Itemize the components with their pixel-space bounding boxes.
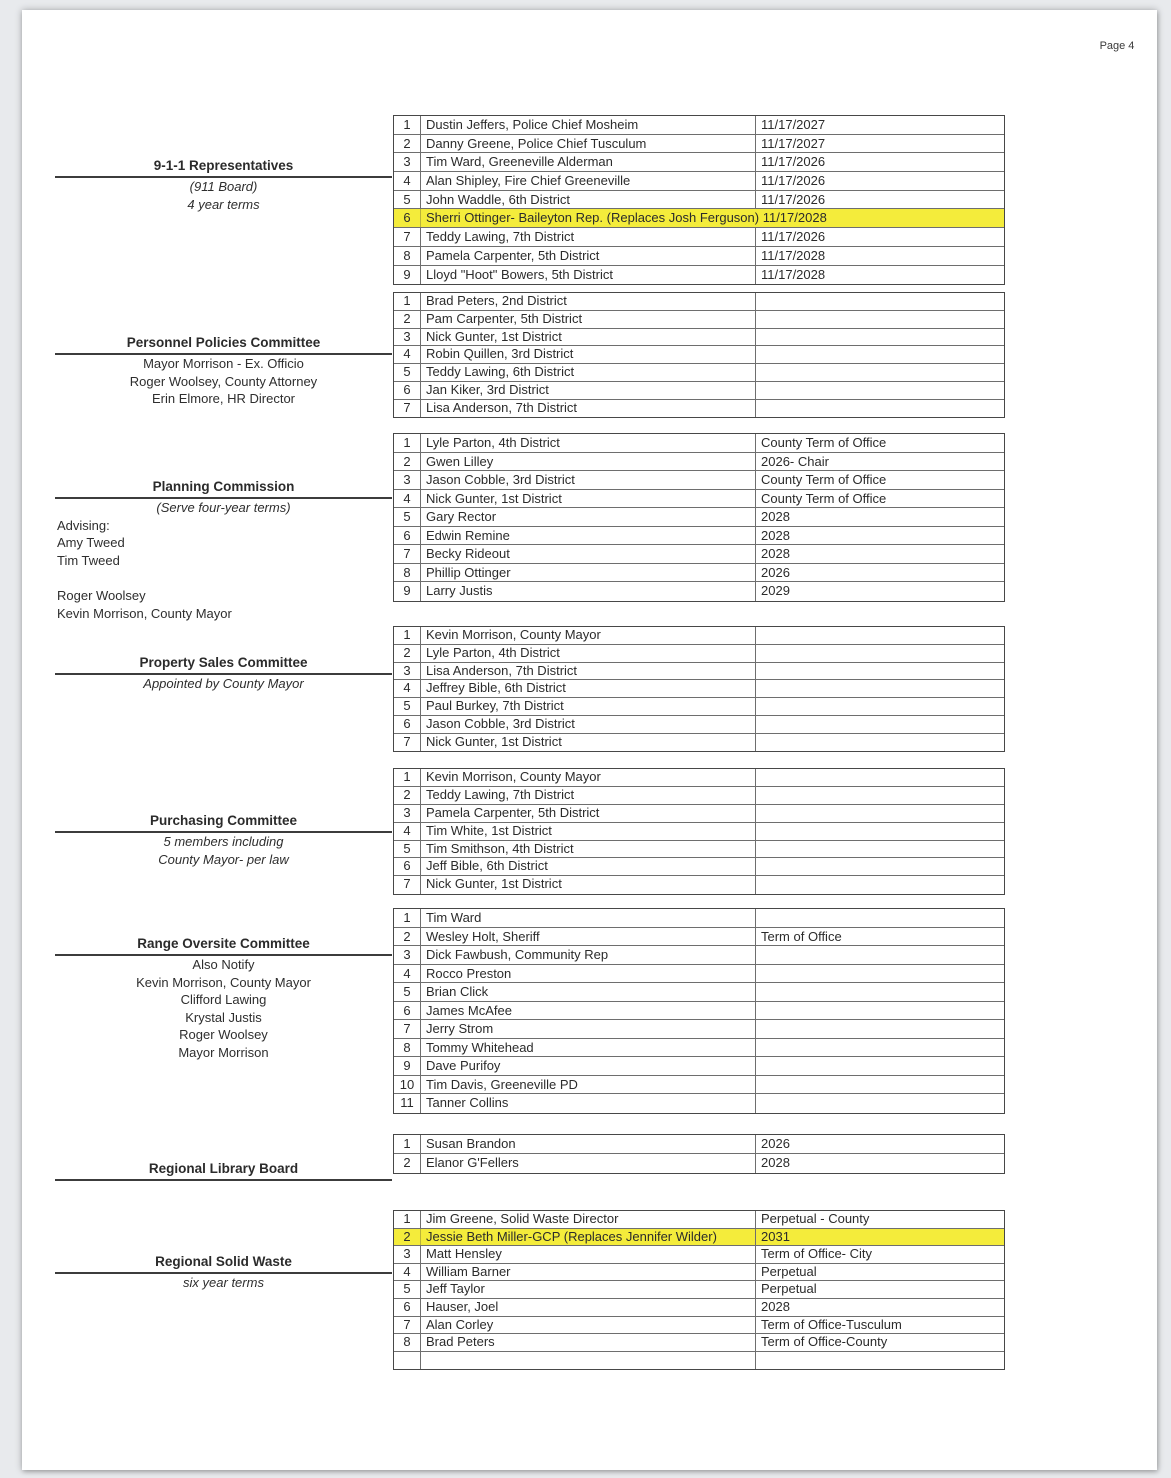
row-number-cell: 6 — [394, 527, 421, 545]
member-name-cell: Tim White, 1st District — [421, 823, 756, 840]
term-cell — [756, 329, 1004, 346]
term-cell — [756, 698, 1004, 715]
table-row — [394, 582, 1004, 601]
row-number-cell: 7 — [394, 1317, 421, 1334]
section-title: Planning Commission — [55, 479, 392, 499]
table-row — [394, 228, 1004, 247]
term-cell — [756, 858, 1004, 875]
term-cell — [756, 645, 1004, 662]
row-number-cell: 1 — [394, 909, 421, 927]
member-name-cell: Brad Peters — [421, 1334, 756, 1351]
term-cell: Perpetual — [761, 1281, 817, 1297]
members-table — [393, 768, 1005, 895]
member-name-cell: Jessie Beth Miller-GCP (Replaces Jennifer Wilder) — [421, 1229, 756, 1246]
table-row — [394, 946, 1004, 965]
table-row — [394, 716, 1004, 734]
term-cell: 2028 — [761, 546, 790, 562]
row-number-cell: 3 — [394, 1246, 421, 1263]
row-number-cell: 1 — [394, 1211, 421, 1228]
table-row — [394, 645, 1004, 663]
term-cell — [756, 346, 1004, 363]
section-note: (911 Board) — [189, 179, 258, 194]
section-note: Erin Elmore, HR Director — [151, 391, 296, 406]
row-number-cell: 1 — [394, 434, 421, 452]
term-cell — [756, 946, 1004, 964]
member-name-cell: Paul Burkey, 7th District — [421, 698, 756, 715]
section-note: Tim Tweed — [57, 552, 120, 568]
table-row — [394, 191, 1004, 210]
table-row — [394, 805, 1004, 823]
member-name-cell: Kevin Morrison, County Mayor — [421, 769, 756, 786]
section-note: Roger Woolsey, County Attorney — [129, 373, 318, 389]
member-name-cell: Pamela Carpenter, 5th District — [421, 247, 756, 265]
table-row — [394, 527, 1004, 546]
term-cell — [756, 311, 1004, 328]
section-note: 5 members including — [163, 834, 284, 849]
section-title: Property Sales Committee — [55, 655, 392, 675]
table-row — [394, 680, 1004, 698]
table-row — [394, 1264, 1004, 1282]
member-name-cell: Kevin Morrison, County Mayor — [421, 627, 756, 644]
row-number-cell: 8 — [394, 564, 421, 582]
term-cell — [756, 876, 1004, 894]
table-row — [394, 1317, 1004, 1335]
row-number-cell: 3 — [394, 663, 421, 680]
table-row — [394, 1039, 1004, 1058]
member-name-cell: Pamela Carpenter, 5th District — [421, 805, 756, 822]
section-note: Also Notify — [192, 957, 255, 972]
member-name-cell: Gary Rector — [421, 508, 756, 526]
member-name-cell: Lisa Anderson, 7th District — [421, 663, 756, 680]
section-note: Amy Tweed — [57, 535, 125, 550]
term-cell: County Term of Office — [761, 435, 887, 450]
section-note: Mayor Morrison — [178, 1044, 269, 1060]
member-name-cell: John Waddle, 6th District — [421, 191, 756, 209]
member-name-cell: Tim Smithson, 4th District — [421, 841, 756, 858]
table-row — [394, 1299, 1004, 1317]
member-name-cell: Dustin Jeffers, Police Chief Mosheim — [421, 116, 756, 134]
section-note: Krystal Justis — [185, 1009, 262, 1025]
member-name-cell — [421, 1352, 756, 1370]
table-row — [394, 400, 1004, 418]
section-label-block — [55, 158, 392, 213]
term-cell: 2029 — [761, 583, 790, 599]
member-name-cell: Hauser, Joel — [421, 1299, 756, 1316]
members-table — [393, 115, 1005, 285]
term-cell: Term of Office — [761, 928, 842, 944]
members-table — [393, 908, 1005, 1114]
table-row — [394, 293, 1004, 311]
section-label-block — [55, 936, 392, 1061]
section-title: 9-1-1 Representatives — [55, 158, 392, 178]
table-row — [394, 1094, 1004, 1113]
term-cell — [756, 769, 1004, 786]
member-name-cell: Brad Peters, 2nd District — [421, 293, 756, 310]
table-row — [394, 858, 1004, 876]
term-cell — [756, 909, 1004, 927]
term-cell — [756, 841, 1004, 858]
row-number-cell: 4 — [394, 1264, 421, 1281]
row-number-cell: 2 — [394, 1229, 421, 1246]
row-number-cell: 11 — [394, 1094, 421, 1113]
table-row — [394, 116, 1004, 135]
table-row — [394, 209, 1004, 228]
row-number-cell: 5 — [394, 698, 421, 715]
row-number-cell: 3 — [394, 329, 421, 346]
table-row — [394, 627, 1004, 645]
section-title: Range Oversite Committee — [55, 936, 392, 956]
member-name-cell: Susan Brandon — [421, 1135, 756, 1153]
member-name-cell: Tim Ward — [421, 909, 756, 927]
term-cell: 2026 — [761, 1136, 790, 1151]
member-name-cell: Rocco Preston — [421, 965, 756, 983]
table-row — [394, 364, 1004, 382]
row-number-cell: 3 — [394, 805, 421, 822]
member-name-cell: Alan Corley — [421, 1317, 756, 1334]
member-name-cell: Nick Gunter, 1st District — [421, 734, 756, 752]
row-number-cell: 4 — [394, 346, 421, 363]
member-name-cell: Jason Cobble, 3rd District — [421, 716, 756, 733]
table-row — [394, 1334, 1004, 1352]
table-row — [394, 1057, 1004, 1076]
member-name-cell: Dave Purifoy — [421, 1057, 756, 1075]
row-number-cell: 2 — [394, 311, 421, 328]
row-number-cell: 5 — [394, 983, 421, 1001]
section-note: Roger Woolsey — [57, 588, 146, 603]
member-name-cell: Lloyd "Hoot" Bowers, 5th District — [421, 266, 756, 285]
term-cell — [756, 663, 1004, 680]
row-number-cell: 6 — [394, 858, 421, 875]
row-number-cell: 1 — [394, 1135, 421, 1153]
row-number-cell: 1 — [394, 116, 421, 134]
table-row — [394, 965, 1004, 984]
member-name-cell: James McAfee — [421, 1002, 756, 1020]
term-cell — [756, 1020, 1004, 1038]
row-number-cell: 5 — [394, 191, 421, 209]
row-number-cell: 3 — [394, 471, 421, 489]
term-cell — [756, 400, 1004, 418]
members-table — [393, 1210, 1005, 1370]
section-note: Mayor Morrison - Ex. Officio — [143, 356, 304, 371]
section-note: Clifford Lawing — [180, 992, 267, 1007]
term-cell — [756, 716, 1004, 733]
table-row — [394, 787, 1004, 805]
row-number-cell — [394, 1352, 421, 1370]
section-note: Kevin Morrison, County Mayor — [136, 974, 311, 990]
member-name-cell: Edwin Remine — [421, 527, 756, 545]
term-cell — [756, 983, 1004, 1001]
term-cell: 11/17/2028 — [761, 266, 826, 282]
table-row — [394, 734, 1004, 752]
row-number-cell: 9 — [394, 582, 421, 601]
member-name-cell: Lisa Anderson, 7th District — [421, 400, 756, 418]
term-cell: 2031 — [756, 1229, 1004, 1246]
row-number-cell: 7 — [394, 400, 421, 418]
term-cell — [756, 627, 1004, 644]
table-row — [394, 1002, 1004, 1021]
member-name-cell: Nick Gunter, 1st District — [421, 876, 756, 894]
section-note: (Serve four-year terms) — [156, 500, 291, 515]
term-cell: 11/17/2026 — [761, 154, 826, 170]
row-number-cell: 6 — [394, 1002, 421, 1020]
section-note: Advising: — [57, 517, 110, 533]
term-cell — [756, 787, 1004, 804]
row-number-cell: 10 — [394, 1076, 421, 1094]
member-name-cell: Teddy Lawing, 7th District — [421, 228, 756, 246]
row-number-cell: 3 — [394, 153, 421, 171]
member-name-cell: Jeff Taylor — [421, 1281, 756, 1298]
term-cell — [756, 1076, 1004, 1094]
table-row — [394, 1135, 1004, 1154]
term-cell — [756, 293, 1004, 310]
document-page — [22, 10, 1157, 1470]
row-number-cell: 2 — [394, 787, 421, 804]
member-name-cell: Pam Carpenter, 5th District — [421, 311, 756, 328]
member-name-cell: Danny Greene, Police Chief Tusculum — [421, 135, 756, 153]
member-name-cell: Larry Justis — [421, 582, 756, 601]
member-name-cell: Matt Hensley — [421, 1246, 756, 1263]
section-note: County Mayor- per law — [158, 851, 289, 867]
table-row — [394, 1020, 1004, 1039]
members-table — [393, 1134, 1005, 1174]
member-name-cell: Tim Ward, Greeneville Alderman — [421, 153, 756, 171]
row-number-cell: 3 — [394, 946, 421, 964]
section-label-block — [55, 335, 392, 408]
table-row — [394, 841, 1004, 859]
section-note: 4 year terms — [187, 196, 260, 212]
term-cell — [756, 805, 1004, 822]
table-row — [394, 1229, 1004, 1247]
row-number-cell: 4 — [394, 680, 421, 697]
term-cell: County Term of Office — [761, 472, 887, 488]
row-number-cell: 7 — [394, 228, 421, 246]
member-name-cell: Dick Fawbush, Community Rep — [421, 946, 756, 964]
members-table — [393, 292, 1005, 418]
term-cell: 11/17/2026 — [761, 191, 826, 207]
section-label-block — [55, 1254, 392, 1292]
table-row — [394, 545, 1004, 564]
member-name-cell: Wesley Holt, Sheriff — [421, 928, 756, 946]
row-number-cell: 1 — [394, 769, 421, 786]
section-note: Kevin Morrison, County Mayor — [57, 605, 232, 621]
table-row — [394, 508, 1004, 527]
row-number-cell: 7 — [394, 545, 421, 563]
row-number-cell: 4 — [394, 172, 421, 190]
member-name-cell: Tanner Collins — [421, 1094, 756, 1113]
row-number-cell: 6 — [394, 382, 421, 399]
section-note: Roger Woolsey — [179, 1027, 268, 1042]
table-row — [394, 698, 1004, 716]
table-row — [394, 1281, 1004, 1299]
member-name-cell: Jason Cobble, 3rd District — [421, 471, 756, 489]
member-name-cell: William Barner — [421, 1264, 756, 1281]
term-cell: County Term of Office — [761, 490, 887, 506]
member-name-cell: Nick Gunter, 1st District — [421, 490, 756, 508]
members-table — [393, 626, 1005, 752]
row-number-cell: 5 — [394, 841, 421, 858]
row-number-cell: 2 — [394, 135, 421, 153]
term-cell: Term of Office- City — [761, 1246, 873, 1262]
term-cell: 2026 — [761, 564, 790, 580]
term-cell: Term of Office-Tusculum — [761, 1316, 902, 1332]
term-cell: 2028 — [761, 527, 790, 543]
table-row — [394, 928, 1004, 947]
term-cell: 11/17/2028 — [761, 247, 826, 263]
table-row — [394, 434, 1004, 453]
table-row — [394, 769, 1004, 787]
term-cell: 2026- Chair — [761, 453, 829, 469]
term-cell: 11/17/2026 — [761, 173, 826, 189]
section-label-block — [55, 813, 392, 868]
member-name-cell: Teddy Lawing, 7th District — [421, 787, 756, 804]
section-title: Personnel Policies Committee — [55, 335, 392, 355]
section-title: Regional Solid Waste — [55, 1254, 392, 1274]
term-cell — [756, 734, 1004, 752]
member-name-cell: Elanor G'Fellers — [421, 1154, 756, 1173]
member-name-cell: Brian Click — [421, 983, 756, 1001]
page-number: Page 4 — [1099, 40, 1135, 52]
row-number-cell: 2 — [394, 645, 421, 662]
table-row — [394, 172, 1004, 191]
table-row — [394, 247, 1004, 266]
term-cell — [756, 1002, 1004, 1020]
table-row — [394, 1211, 1004, 1229]
table-row — [394, 311, 1004, 329]
member-name-cell: Phillip Ottinger — [421, 564, 756, 582]
section-title: Purchasing Committee — [55, 813, 392, 833]
row-number-cell: 7 — [394, 876, 421, 894]
term-cell: 2028 — [761, 509, 790, 525]
term-cell — [756, 1039, 1004, 1057]
member-name-cell: Jim Greene, Solid Waste Director — [421, 1211, 756, 1228]
row-number-cell: 7 — [394, 1020, 421, 1038]
term-cell — [756, 382, 1004, 399]
table-row — [394, 1076, 1004, 1095]
term-cell — [756, 1094, 1004, 1113]
row-number-cell: 9 — [394, 1057, 421, 1075]
row-number-cell: 5 — [394, 508, 421, 526]
member-name-cell: Robin Quillen, 3rd District — [421, 346, 756, 363]
row-number-cell: 2 — [394, 928, 421, 946]
section-label-block — [55, 479, 392, 622]
member-name-cell: Jeff Bible, 6th District — [421, 858, 756, 875]
term-cell: 2028 — [761, 1155, 790, 1170]
row-number-cell: 2 — [394, 1154, 421, 1173]
row-number-cell: 9 — [394, 266, 421, 285]
table-row — [394, 909, 1004, 928]
section-label-block — [55, 655, 392, 693]
table-row — [394, 453, 1004, 472]
member-name-cell: Jan Kiker, 3rd District — [421, 382, 756, 399]
term-cell — [756, 364, 1004, 381]
table-row — [394, 382, 1004, 400]
term-cell: Perpetual - County — [761, 1211, 870, 1226]
members-table — [393, 433, 1005, 602]
row-number-cell: 6 — [394, 1299, 421, 1316]
table-row — [394, 490, 1004, 509]
term-cell — [756, 1057, 1004, 1075]
term-cell: 11/17/2027 — [761, 117, 826, 132]
table-row — [394, 1352, 1004, 1370]
table-row — [394, 564, 1004, 583]
table-row — [394, 663, 1004, 681]
member-name-cell: Gwen Lilley — [421, 453, 756, 471]
row-number-cell: 4 — [394, 490, 421, 508]
row-number-cell: 6 — [394, 716, 421, 733]
table-row — [394, 346, 1004, 364]
row-number-cell: 5 — [394, 1281, 421, 1298]
term-cell: 2028 — [761, 1298, 790, 1314]
table-row — [394, 471, 1004, 490]
table-row — [394, 823, 1004, 841]
table-row — [394, 876, 1004, 894]
member-name-cell: Jerry Strom — [421, 1020, 756, 1038]
row-number-cell: 7 — [394, 734, 421, 752]
member-name-cell: Becky Rideout — [421, 545, 756, 563]
row-number-cell: 5 — [394, 364, 421, 381]
term-cell — [756, 965, 1004, 983]
section-note: six year terms — [183, 1275, 264, 1290]
term-cell — [756, 1352, 1004, 1370]
row-number-cell: 1 — [394, 293, 421, 310]
term-cell: Term of Office-County — [761, 1334, 888, 1350]
section-note: Appointed by County Mayor — [143, 676, 304, 691]
member-name-cell: Tim Davis, Greeneville PD — [421, 1076, 756, 1094]
row-number-cell: 8 — [394, 1334, 421, 1351]
member-name-cell: Lyle Parton, 4th District — [421, 645, 756, 662]
table-row — [394, 1246, 1004, 1264]
member-name-cell: Lyle Parton, 4th District — [421, 434, 756, 452]
row-number-cell: 2 — [394, 453, 421, 471]
table-row — [394, 329, 1004, 347]
member-name-cell: Sherri Ottinger- Baileyton Rep. (Replaces Josh Ferguson) 11/17/2028 — [421, 209, 1004, 227]
row-number-cell: 4 — [394, 965, 421, 983]
term-cell — [756, 823, 1004, 840]
section-title: Regional Library Board — [55, 1161, 392, 1181]
member-name-cell: Nick Gunter, 1st District — [421, 329, 756, 346]
row-number-cell: 8 — [394, 247, 421, 265]
member-name-cell: Teddy Lawing, 6th District — [421, 364, 756, 381]
table-row — [394, 266, 1004, 285]
member-name-cell: Jeffrey Bible, 6th District — [421, 680, 756, 697]
row-number-cell: 1 — [394, 627, 421, 644]
table-row — [394, 1154, 1004, 1173]
term-cell: 11/17/2026 — [761, 229, 826, 245]
section-label-block — [55, 1161, 392, 1181]
table-row — [394, 153, 1004, 172]
term-cell: 11/17/2027 — [761, 135, 826, 151]
term-cell: Perpetual — [761, 1263, 817, 1279]
term-cell — [756, 680, 1004, 697]
table-row — [394, 983, 1004, 1002]
member-name-cell: Alan Shipley, Fire Chief Greeneville — [421, 172, 756, 190]
row-number-cell: 6 — [394, 209, 421, 227]
member-name-cell: Tommy Whitehead — [421, 1039, 756, 1057]
row-number-cell: 8 — [394, 1039, 421, 1057]
row-number-cell: 4 — [394, 823, 421, 840]
table-row — [394, 135, 1004, 154]
